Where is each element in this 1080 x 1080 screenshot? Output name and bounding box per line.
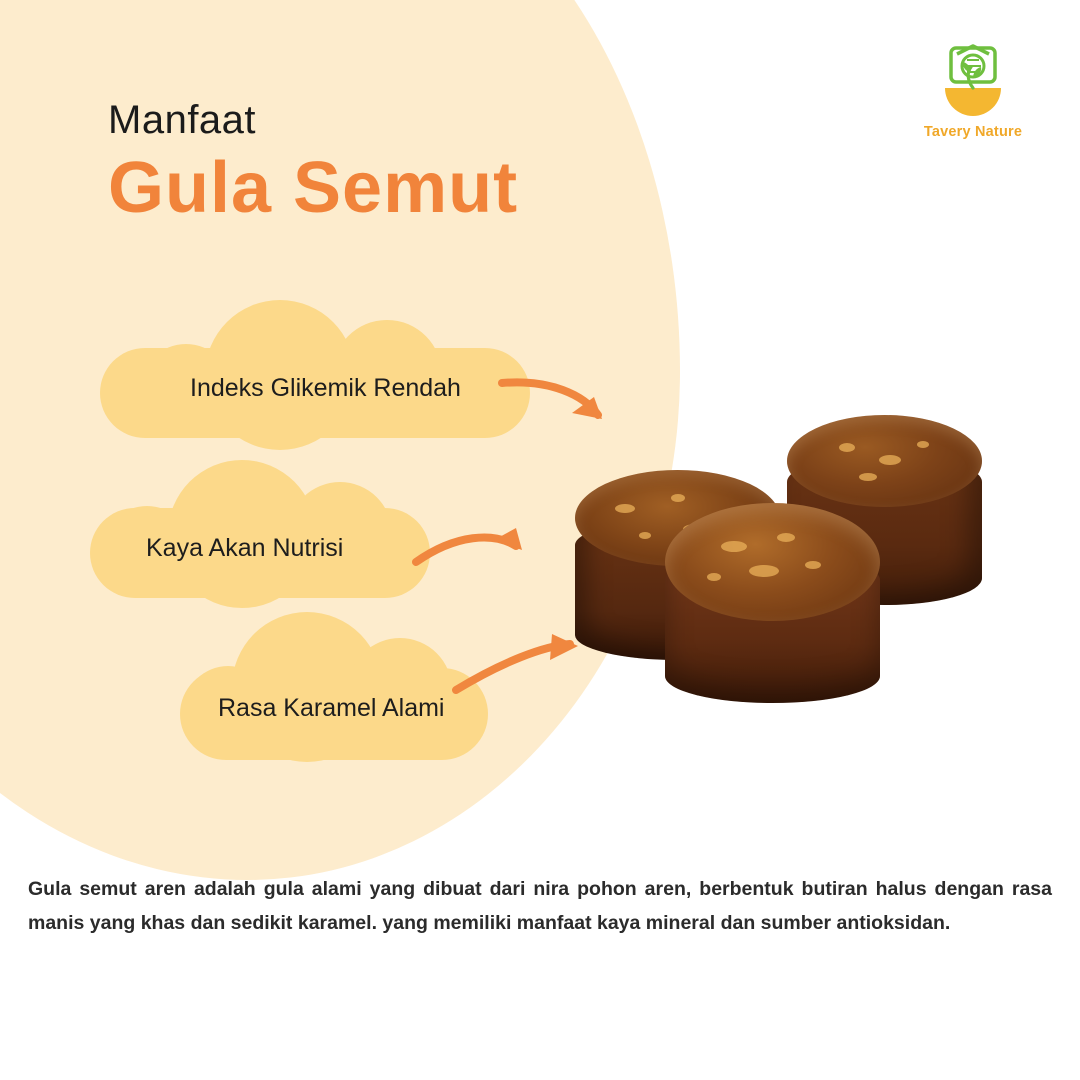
brand-name: Tavery Nature (923, 124, 1023, 140)
benefit-label-1: Indeks Glikemik Rendah (190, 374, 461, 402)
heading-group (108, 98, 518, 227)
page-title: Gula Semut (108, 148, 519, 228)
benefit-bubble-2 (90, 460, 430, 610)
heading-kicker: Manfaat (108, 98, 257, 142)
bowl-plant-logo-icon (937, 42, 1009, 120)
description-paragraph: Gula semut aren adalah gula alami yang dibuat dari nira pohon aren, berbentuk butiran halus dengan rasa manis yang khas dan sedikit karamel. yang memiliki manfaat kaya mineral dan sumber antioksidan. (28, 878, 1052, 934)
brand-logo (908, 42, 1038, 140)
disc-top (665, 503, 880, 621)
sugar-disc-front (665, 503, 880, 703)
benefit-label-3: Rasa Karamel Alami (218, 694, 445, 722)
benefit-label-2: Kaya Akan Nutrisi (146, 534, 344, 562)
curved-arrow-right-icon-2 (412, 520, 537, 580)
curved-arrow-right-icon-3 (452, 632, 597, 702)
curved-arrow-right-icon-1 (498, 375, 618, 445)
palm-sugar-discs-photo (575, 415, 1005, 715)
benefit-bubble-1 (100, 300, 530, 450)
disc-top (787, 415, 982, 507)
benefit-bubble-3 (180, 612, 490, 772)
